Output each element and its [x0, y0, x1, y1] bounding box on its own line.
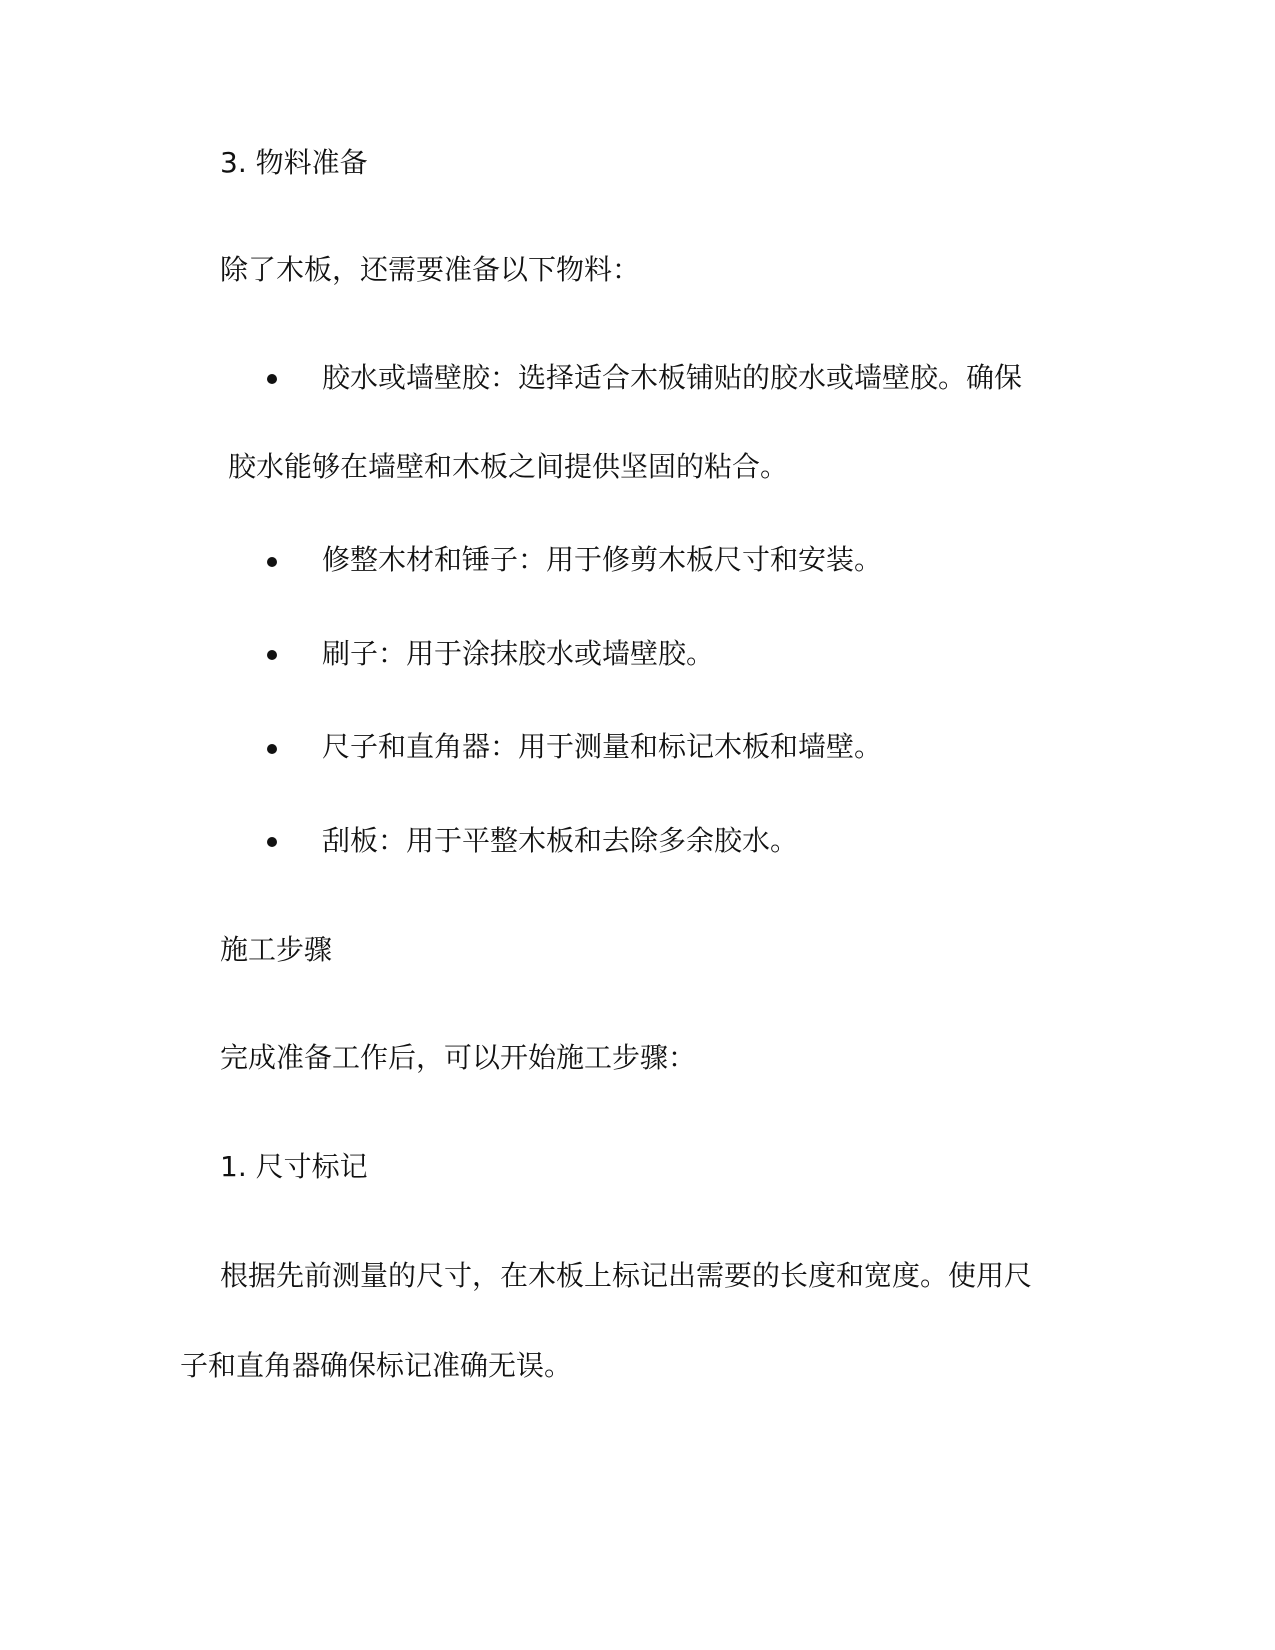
step1-body-line1: 根据先前测量的尺寸，在木板上标记出需要的长度和宽度。使用尺: [220, 1259, 1033, 1292]
list-item-text-continued: 胶水能够在墙壁和木板之间提供坚固的粘合。: [228, 450, 789, 483]
list-item-text: 刷子：用于涂抹胶水或墙壁胶。: [322, 637, 715, 670]
bullet-icon: [267, 557, 277, 567]
bullet-icon: [267, 374, 277, 384]
bullet-icon: [267, 837, 277, 847]
list-item-text: 尺子和直角器：用于测量和标记木板和墙壁。: [322, 730, 883, 763]
step1-heading: 1. 尺寸标记: [220, 1150, 368, 1183]
step1-body-line2: 子和直角器确保标记准确无误。: [180, 1349, 573, 1382]
list-item-text: 胶水或墙壁胶：选择适合木板铺贴的胶水或墙壁胶。确保: [322, 361, 1023, 394]
bullet-icon: [267, 650, 277, 660]
list-item-text: 刮板：用于平整木板和去除多余胶水。: [322, 824, 799, 857]
steps-heading: 施工步骤: [220, 933, 333, 966]
materials-heading: 3. 物料准备: [220, 146, 368, 179]
list-item-text: 修整木材和锤子：用于修剪木板尺寸和安装。: [322, 543, 883, 576]
steps-intro: 完成准备工作后，可以开始施工步骤：: [220, 1041, 697, 1074]
bullet-icon: [267, 744, 277, 754]
materials-intro: 除了木板，还需要准备以下物料：: [220, 253, 641, 286]
